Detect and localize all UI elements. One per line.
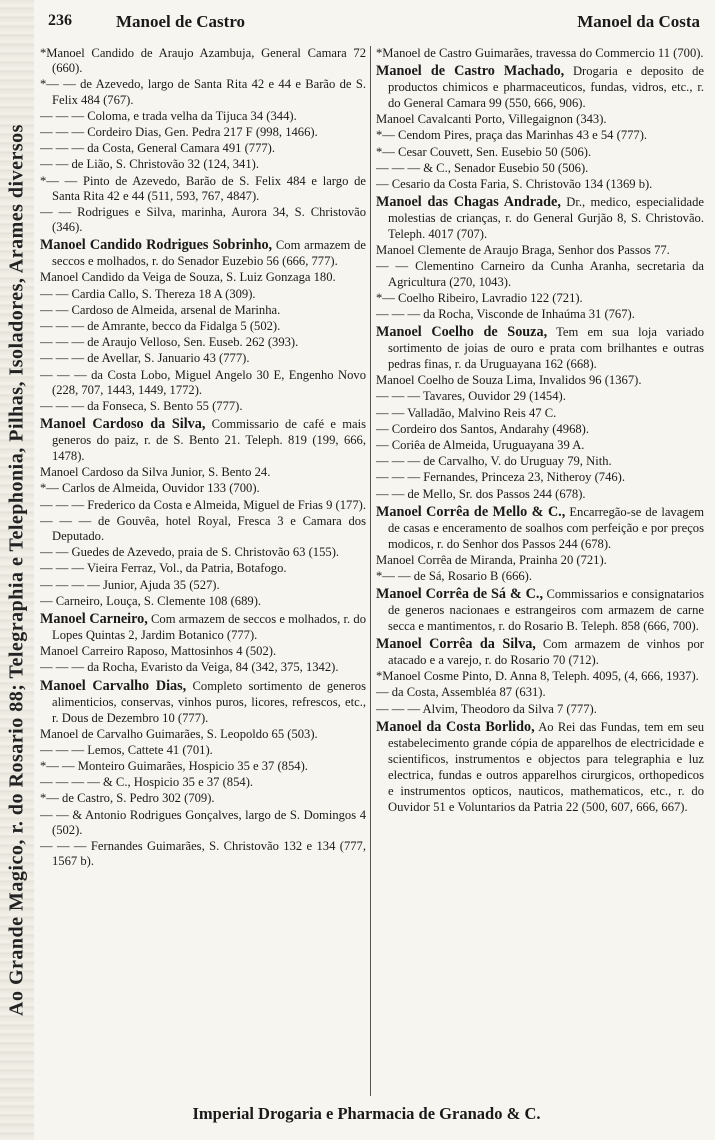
directory-entry: — — — Vieira Ferraz, Vol., da Patria, Botafogo. [40, 561, 287, 576]
entry-name: Manoel da Costa Borlido, [376, 718, 535, 735]
directory-entry: — — de Lião, S. Christovão 32 (124, 341). [40, 157, 259, 172]
directory-entry: — — Clementino Carneiro da Cunha Aranha, secretaria da Agricultura (270, 1043). [376, 259, 704, 289]
entry-description: Com armazem de seccos e molhados, r. do Lopes Quintas 2, Jardim Botanico (777). [52, 612, 366, 643]
directory-entry: *Manoel Cosme Pinto, D. Anna 8, Teleph. 4095, (4, 666, 1937). [376, 669, 699, 684]
directory-entry: Manoel Cavalcanti Porto, Villegaignon (343). [376, 112, 607, 127]
page-header [48, 12, 708, 40]
directory-entry: — — — de Carvalho, V. do Uruguay 79, Nith. [376, 454, 612, 469]
directory-entry: — — — da Rocha, Evaristo da Veiga, 84 (342, 375, 1342). [40, 660, 339, 675]
directory-entry: — — — Coloma, e trada velha da Tijuca 34 (344). [40, 108, 297, 123]
directory-entry: — — — de Araujo Velloso, Sen. Euseb. 262 (393). [40, 335, 299, 350]
entry-name: Manoel Corrêa de Sá & C., [376, 586, 543, 603]
entry-description: Ao Rei das Fundas, tem em seu estabelecimento grande cópia de apparelhos de electricidade e scientificos, instrumentos e objectos para telegraphia e luz electrica, fundas e outros apparelhos cirurgicos, orthopedicos e instrumentos opticos, nauticos, mathematicos, etc., r. do Ouvidor 51 e Voluntarios da Patria 22 (500, 607, 666, 667). [388, 719, 704, 814]
directory-entry: — Carneiro, Louça, S. Clemente 108 (689). [40, 593, 262, 608]
directory-entry [376, 719, 704, 815]
directory-entry: Manoel Candido da Veiga de Souza, S. Luiz Gonzaga 180. [40, 270, 336, 285]
directory-entry: *— Cesar Couvett, Sen. Eusebio 50 (506). [376, 144, 592, 159]
directory-entry: *— — de Sá, Rosario B (666). [376, 569, 533, 584]
directory-entry: — — — & C., Senador Eusebio 50 (506). [376, 160, 589, 175]
directory-entry [40, 416, 366, 464]
right-column [376, 46, 704, 1096]
entry-description: Com armazem de vinhos por atacado e a varejo, r. do Rosario 70 (712). [388, 637, 704, 668]
directory-entry: — — — de Avellar, S. Januario 43 (777). [40, 351, 250, 366]
directory-entry: — — — Fernandes, Princeza 23, Nitheroy (746). [376, 470, 626, 485]
directory-entry: — — — de Amrante, becco da Fidalga 5 (502). [40, 319, 281, 334]
entry-description: Dr., medico, especialidade molestias de crianças, r. do General Gurjão 8, S. Christovão. Teleph. 4017 (707). [388, 195, 704, 242]
entry-description: Tem em sua loja variado sortimento de joias de ouro e prata com brilhantes e outras pedras finas, r. da Uruguayana 162 (668). [388, 325, 704, 372]
entry-description: Com armazem de seccos e molhados, r. do Senador Euzebio 56 (666, 777). [52, 238, 366, 269]
entry-name: Manoel Candido Rodrigues Sobrinho, [40, 237, 273, 254]
directory-entry: — Coriêa de Almeida, Uruguayana 39 A. [376, 438, 585, 453]
directory-entry [376, 636, 704, 668]
directory-entry [40, 678, 366, 726]
directory-entry: *— Cendom Pires, praça das Marinhas 43 e 54 (777). [376, 128, 648, 143]
directory-entry: — — Rodrigues e Silva, marinha, Aurora 34, S. Christovão (346). [40, 205, 366, 235]
directory-entry: — — Cardia Callo, S. Thereza 18 A (309). [40, 286, 256, 301]
directory-entry [376, 63, 704, 111]
directory-entry: Manoel Cardoso da Silva Junior, S. Bento 24. [40, 465, 271, 480]
directory-entry [40, 611, 366, 643]
entry-name: Manoel Carvalho Dias, [40, 677, 187, 694]
column-divider [370, 46, 371, 1096]
directory-entry: — — — da Costa, General Camara 491 (777). [40, 141, 276, 156]
header-left: Manoel de Castro [116, 12, 246, 31]
directory-entry: — Cordeiro dos Santos, Andarahy (4968). [376, 421, 590, 436]
directory-entry: — — de Mello, Sr. dos Passos 244 (678). [376, 486, 586, 501]
entry-name: Manoel de Castro Machado, [376, 63, 565, 80]
directory-entry: — — — Tavares, Ouvidor 29 (1454). [376, 389, 566, 404]
directory-entry: — — — Cordeiro Dias, Gen. Pedra 217 F (998, 1466). [40, 125, 318, 140]
directory-entry [376, 504, 704, 552]
directory-entry [376, 324, 704, 372]
directory-entry: — — — Frederico da Costa e Almeida, Miguel de Frias 9 (177). [40, 497, 366, 512]
directory-entry: *— Carlos de Almeida, Ouvidor 133 (700). [40, 481, 260, 496]
directory-entry: *— de Castro, S. Pedro 302 (709). [40, 791, 215, 806]
directory-entry: — — — da Costa Lobo, Miguel Angelo 30 E, Engenho Novo (228, 707, 1443, 1449, 1772). [40, 367, 366, 397]
entry-name: Manoel Cardoso da Silva, [40, 416, 206, 433]
directory-entry: — — — Lemos, Cattete 41 (701). [40, 742, 213, 757]
directory-entry: — — — Alvim, Theodoro da Silva 7 (777). [376, 701, 597, 716]
directory-entry: Manoel Corrêa de Miranda, Prainha 20 (721). [376, 552, 607, 567]
directory-entry: *Manoel de Castro Guimarães, travessa do Commercio 11 (700). [376, 46, 704, 60]
directory-entry: *— — de Azevedo, largo de Santa Rita 42 e 44 e Barão de S. Felix 484 (767). [40, 77, 366, 107]
entry-name: Manoel Coelho de Souza, [376, 324, 548, 341]
directory-entry [376, 586, 704, 634]
directory-entry: — — — de Gouvêa, hotel Royal, Fresca 3 e Camara dos Deputado. [40, 513, 366, 544]
directory-entry: — — Valladão, Malvino Reis 47 C. [376, 405, 557, 420]
directory-entry: *Manoel Candido de Araujo Azambuja, General Camara 72 (660). [40, 46, 366, 76]
directory-entry: *— — Pinto de Azevedo, Barão de S. Felix 484 e largo de Santa Rita 42 e 44 (511, 593, 767, 4847). [40, 173, 366, 203]
entry-description: Commissario de café e mais generos do paiz, r. de S. Bento 21. Teleph. 819 (199, 666, 1478). [52, 417, 366, 464]
page-number: 236 [48, 12, 72, 29]
entry-description: Drogaria e deposito de productos chimicos e pharmaceuticos, fundas, vidros, etc., r. do General Camara 99 (550, 666, 906). [388, 64, 704, 111]
directory-entry: Manoel de Carvalho Guimarães, S. Leopoldo 65 (503). [40, 726, 318, 741]
directory-entry: — — — da Rocha, Visconde de Inhaúma 31 (767). [376, 307, 635, 322]
directory-entry: — — & Antonio Rodrigues Gonçalves, largo de S. Domingos 4 (502). [40, 807, 366, 837]
sidebar-advertisement-text: Ao Grande Magico, r. do Rosario 88; Telegraphia e Telephonia, Pilhas, Isoladores, Arames diversos [5, 124, 28, 1016]
entry-description: Encarregão-se de lavagem de casas e enceramento de soalhos com perfeição e por preços modicos, r. do Senhor dos Passos 244 (678). [388, 504, 704, 551]
directory-entry: — — — Fernandes Guimarães, S. Christovão 132 e 134 (777, 1567 b). [40, 838, 366, 869]
directory-entry: — — — da Fonseca, S. Bento 55 (777). [40, 399, 243, 414]
directory-entry: — da Costa, Assembléa 87 (631). [376, 685, 546, 700]
entry-description: Completo sortimento de generos alimenticios, conservas, vinhos puros, licores, refrescos, etc., r. Dous de Dezembro 10 (777). [52, 678, 366, 725]
directory-entry: *— Coelho Ribeiro, Lavradio 122 (721). [376, 290, 583, 305]
entry-description: Commissarios e consignatarios de generos nacionaes e estrangeiros com armazem de carne secca e mantimentos, r. do Rosario B. Teleph. 858 (666, 700). [388, 587, 704, 634]
directory-entry: *— — Monteiro Guimarães, Hospicio 35 e 37 (854). [40, 758, 308, 773]
directory-entry [40, 237, 366, 269]
directory-entry: — Cesario da Costa Faria, S. Christovão 134 (1369 b). [376, 177, 653, 192]
directory-entry: — — Guedes de Azevedo, praia de S. Christovão 63 (155). [40, 545, 340, 560]
directory-entry: Manoel Clemente de Araujo Braga, Senhor dos Passos 77. [376, 243, 670, 258]
entry-name: Manoel Corrêa da Silva, [376, 636, 536, 653]
entry-name: Manoel Carneiro, [40, 611, 148, 628]
directory-entry: — — Cardoso de Almeida, arsenal de Marinha. [40, 302, 281, 317]
directory-entry [376, 194, 704, 242]
directory-entry: — — — — & C., Hospicio 35 e 37 (854). [40, 775, 254, 790]
entry-name: Manoel das Chagas Andrade, [376, 194, 561, 211]
directory-entry: Manoel Carreiro Raposo, Mattosinhos 4 (502). [40, 644, 277, 659]
header-right: Manoel da Costa [577, 12, 700, 31]
page-footer: Imperial Drogaria e Pharmacia de Granado & C. [192, 1104, 541, 1123]
left-column [40, 46, 366, 1096]
advertisement-sidebar [0, 0, 34, 1140]
entry-name: Manoel Corrêa de Mello & C., [376, 503, 566, 520]
directory-entry: — — — — Junior, Ajuda 35 (527). [40, 577, 220, 592]
directory-entry: Manoel Coelho de Souza Lima, Invalidos 96 (1367). [376, 373, 642, 388]
